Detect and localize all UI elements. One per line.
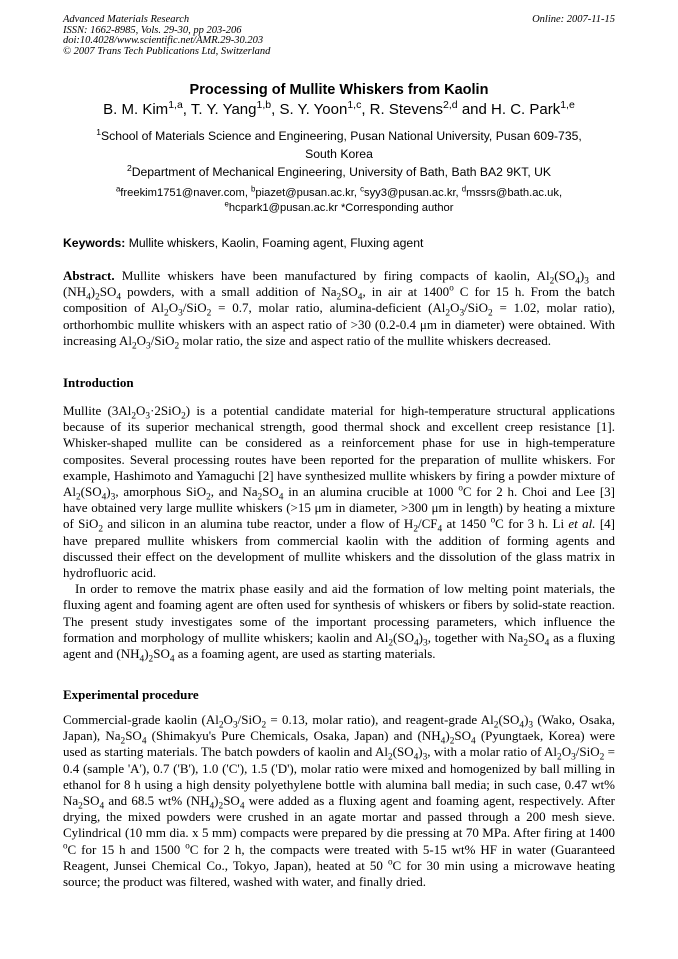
affiliation-2: $^2$Department of Mechanical Engineering, University of Bath, Bath BA2 9KT, UK [126,162,552,179]
issn-line: ISSN: 1662-8985, Vols. 29-30, pp 203-206 [63,24,242,36]
email-a: freekim1751@naver.com, [120,187,252,199]
keywords-text: Mullite whiskers, Kaolin, Foaming agent, Fluxing agent [125,236,424,250]
abstract-label: Abstract. [63,268,115,283]
online-date: Online: 2007-11-15 [532,14,615,25]
doi-line: doi:10.4028/www.scientific.net/AMR.29-30.203 [63,35,264,46]
journal-header [63,15,615,57]
copyright-line: © 2007 Trans Tech Publications Ltd, Switzerland [63,45,271,57]
introduction-heading: Introduction [63,375,134,390]
author-emails: $^a$freekim1751@naver.com, $^b$piazet@pusan.ac.kr, $^c$syy3@pusan.ac.kr, $^d$mssrs@bath.ac.uk, $^e$hcpark1@pusan.ac.kr *Corresponding author [115,184,563,214]
introduction-body [63,403,615,665]
author: T. Y. Yang$^{1,b}$, [190,99,280,118]
journal-name: Advanced Materials Research [63,14,190,25]
author: H. C. Park$^{1,e}$ [491,99,575,118]
email-d: mssrs@bath.ac.uk, [466,187,563,199]
affiliations [40,127,638,181]
affiliation-1-country: South Korea [305,147,373,161]
experimental-paragraph-1: Commercial-grade kaolin ($Al_2O_3/SiO_2 = 0.13$, molar ratio), and reagent-grade $Al_2(SO_4)_3$ (Wako, Osaka, Japan), $Na_2SO_4$ (Shimakyu's Pure Chemicals, Osaka, Japan) and $(NH_4)_2SO_4$ (Pyungtaek, Korea) were used as starting materials. The batch powders of kaolin and $Al_2(SO_4)_3$, with a molar ratio of $Al_2O_3/SiO_2 = 0.4$ (sample 'A'), 0.7 ('B'), 1.0 ('C'), 1.5 ('D'), molar ratio were mixed and homogenized by ball milling in ethanol for 8 h using a high density polyethylene bottle with alumina ball media; in such case, 0.47 wt% $Na_2SO_4$ and 68.5 wt% $(NH_4)_2SO_4$ were added as a fluxing agent and foaming agent, respectively. After drying, the mixed powders were crushed in an agate mortar and passed through a 200 mesh sieve. Cylindrical (10 mm dia. x 5 mm) compacts were prepared by die pressing at 70 MPa. After firing at 1400 $^o$C for 15 h and 1500 $^o$C for 2 h, the compacts were treated with 5-15 wt% HF in water (Guaranteed Reagent, Junsei Chemical Co., Tokyo, Japan), heated at 50 $^o$C for 30 min using a microwave heating source; the product was filtered, washed with water, and finally dried. [63,712,615,890]
affiliation-1: $^1$School of Materials Science and Engineering, Pusan National University, Pusan 609-735, [96,126,582,143]
keywords-label: Keywords: [63,236,126,250]
introduction-paragraph-2: In order to remove the matrix phase easily and aid the formation of low melting point materials, the fluxing agent and foaming agent are often used for synthesis of whiskers or fibers by solid-state reaction. The present study investigates some of the important processing parameters, which influence the formation and morphology of mullite whiskers; kaolin and $Al_2(SO_4)_3$, together with $Na_2SO_4$ as a fluxing agent and $(NH_4)_2SO_4$ as a foaming agent, are used as starting materials. [63,581,615,665]
experimental-body [63,712,615,890]
keywords [63,236,623,250]
email-c: syy3@pusan.ac.kr, [363,187,462,199]
author: R. Stevens$^{2,d}$ and [369,99,492,118]
paper-title: Processing of Mullite Whiskers from Kaolin [189,82,489,98]
abstract-text: Mullite whiskers have been manufactured by firing compacts of kaolin, $Al_2(SO_4)_3$ and $(NH_4)_2SO_4$ powders, with a small addition of $Na_2SO_4$, in air at 1400$^o$ C for 15 h. From the batch composition of $Al_2O_3/SiO_2 = 0.7$, molar ratio, alumina-deficient ($Al_2O_3/SiO_2 = 1.02$, molar ratio), orthorhombic mullite whiskers with an aspect ratio of >30 (0.2-0.4 μm in diameter) were obtained. With increasing $Al_2O_3/SiO_2$ molar ratio, the size and aspect ratio of the mullite whiskers decreased. [63,268,615,352]
email-e: hcpark1@pusan.ac.kr [228,202,341,214]
corresponding-note: *Corresponding author [340,202,454,214]
author: S. Y. Yoon$^{1,c}$, [279,99,370,118]
author-list [0,101,678,118]
abstract [63,268,615,352]
email-b: piazet@pusan.ac.kr, [255,187,361,199]
introduction-paragraph-1: Mullite $(3Al_2O_3\cdot 2SiO_2)$ is a potential candidate material for high-temperature structural applications because of its superior mechanical strength, good thermal shock and excellent creep resistance [1]. Whisker-shaped mullite can be considered as a reinforcement phase for use in high-temperature composites. Several processing routes have been reported for the preparation of mullite whiskers. For example, Hashimoto and Yamaguchi [2] have synthesized mullite whiskers by firing a powder mixture of $Al_2(SO_4)_3$, amorphous SiO$_2$, and $Na_2SO_4$ in an alumina crucible at 1000 $^o$C for 2 h. Choi and Lee [3] have obtained very large mullite whiskers (>15 μm in diameter, >300 μm in length) by heating a mixture of SiO$_2$ and silicon in an alumina tube reactor, under a flow of $H_2/CF_4$ at 1450 $^o$C for 3 h. Li et al. [4] have prepared mullite whiskers from commercial kaolin with the addition of forming agents and discussed their effect on the development of mullite whiskers and the dissolution of the glass matrix in hydrofluoric acid. [63,403,615,581]
experimental-heading: Experimental procedure [63,687,199,702]
author: B. M. Kim$^{1,a}$, [103,99,191,118]
